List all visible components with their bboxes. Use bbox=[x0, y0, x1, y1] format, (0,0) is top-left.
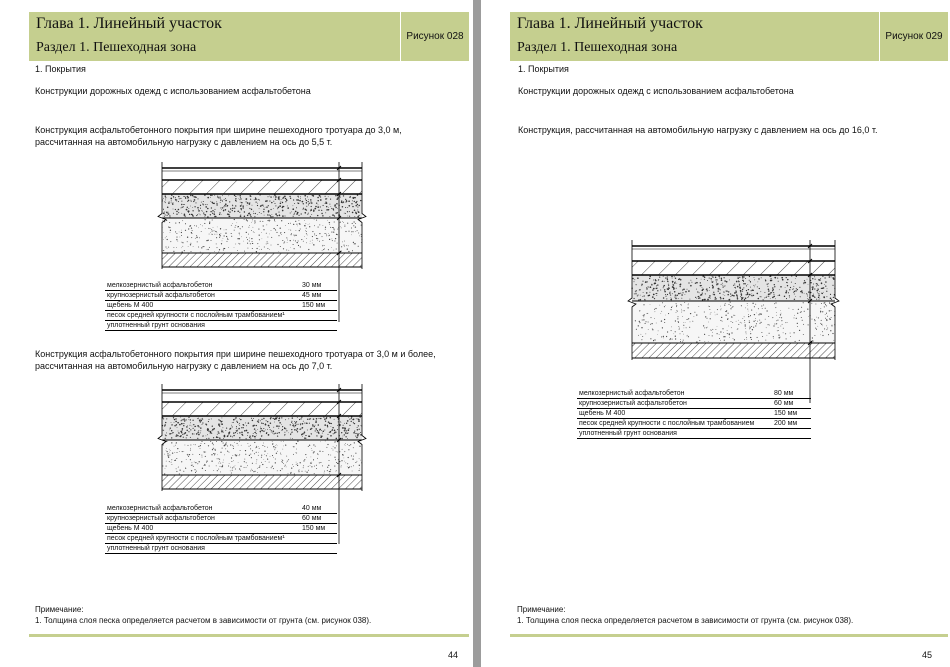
note-text: 1. Толщина слоя песка определяется расчетом в зависимости от грунта (см. рисунок 038). bbox=[35, 616, 372, 625]
legend-row bbox=[577, 399, 811, 409]
legend-layer-thickness: 200 мм bbox=[774, 420, 798, 427]
note-text: 1. Толщина слоя песка определяется расчетом в зависимости от грунта (см. рисунок 038). bbox=[517, 616, 854, 625]
legend-layer-thickness: 150 мм bbox=[302, 302, 326, 309]
page-44 bbox=[0, 0, 473, 667]
legend-row bbox=[105, 321, 337, 331]
layer-legend-2 bbox=[105, 504, 337, 554]
subsection-title: 1. Покрытия bbox=[518, 64, 569, 74]
legend-layer-name: мелкозернистый асфальтобетон bbox=[579, 390, 685, 397]
pavement-section-diagram-2 bbox=[155, 382, 370, 497]
sand-layer bbox=[632, 301, 835, 343]
legend-row bbox=[105, 301, 337, 311]
figure-label: Рисунок 029 bbox=[879, 12, 948, 61]
page-header bbox=[29, 12, 469, 61]
block2-line2: рассчитанная на автомобильную нагрузку с давлением на ось до 7,0 т. bbox=[35, 361, 333, 371]
fine-asphalt-layer bbox=[162, 168, 362, 180]
subgrade-layer bbox=[162, 253, 362, 267]
fine-asphalt-layer bbox=[162, 390, 362, 402]
note-title: Примечание: bbox=[517, 605, 566, 614]
legend-row bbox=[577, 389, 811, 399]
legend-layer-name: мелкозернистый асфальтобетон bbox=[107, 282, 213, 289]
layer-legend-3 bbox=[577, 389, 811, 439]
coarse-asphalt-layer bbox=[632, 261, 835, 275]
heading: Конструкции дорожных одежд с использованием асфальтобетона bbox=[518, 86, 794, 96]
legend-layer-name: песок средней крупности с послойным трамбованием¹ bbox=[107, 312, 285, 319]
subgrade-layer bbox=[162, 475, 362, 489]
coarse-asphalt-layer bbox=[162, 180, 362, 194]
footer-rule bbox=[29, 634, 469, 637]
section-title: Раздел 1. Пешеходная зона bbox=[36, 40, 197, 55]
legend-row bbox=[105, 311, 337, 321]
legend-layer-name: уплотненный грунт основания bbox=[579, 430, 677, 437]
legend-layer-name: песок средней крупности с послойным трамбованием¹ bbox=[107, 535, 285, 542]
legend-row bbox=[577, 429, 811, 439]
chapter-title: Глава 1. Линейный участок bbox=[36, 15, 222, 32]
heading: Конструкции дорожных одежд с использованием асфальтобетона bbox=[35, 86, 311, 96]
legend-layer-name: щебень М 400 bbox=[579, 410, 626, 417]
legend-layer-name: песок средней крупности с послойным трамбованием bbox=[579, 420, 755, 427]
legend-layer-thickness: 80 мм bbox=[774, 390, 794, 397]
legend-layer-name: щебень М 400 bbox=[107, 302, 154, 309]
crushed-stone-layer bbox=[632, 275, 835, 301]
layer-legend-1 bbox=[105, 281, 337, 331]
legend-row bbox=[577, 409, 811, 419]
page-header bbox=[510, 12, 948, 61]
legend-row bbox=[105, 291, 337, 301]
legend-layer-thickness: 60 мм bbox=[774, 400, 794, 407]
legend-row bbox=[105, 504, 337, 514]
block2-line1: Конструкция асфальтобетонного покрытия при ширине пешеходного тротуара от 3,0 м и более, bbox=[35, 349, 436, 359]
legend-layer-name: уплотненный грунт основания bbox=[107, 322, 205, 329]
page-number: 44 bbox=[448, 650, 459, 660]
legend-layer-name: мелкозернистый асфальтобетон bbox=[107, 505, 213, 512]
legend-layer-thickness: 150 мм bbox=[774, 410, 798, 417]
legend-row bbox=[577, 419, 811, 429]
legend-layer-name: крупнозернистый асфальтобетон bbox=[107, 515, 215, 522]
legend-layer-thickness: 45 мм bbox=[302, 292, 322, 299]
block1-line1: Конструкция, рассчитанная на автомобильную нагрузку с давлением на ось до 16,0 т. bbox=[518, 125, 878, 135]
fine-asphalt-layer bbox=[632, 246, 835, 261]
legend-row bbox=[105, 514, 337, 524]
legend-layer-thickness: 30 мм bbox=[302, 282, 322, 289]
legend-layer-thickness: 60 мм bbox=[302, 515, 322, 522]
pavement-section-diagram-3 bbox=[627, 238, 842, 396]
section-title: Раздел 1. Пешеходная зона bbox=[517, 40, 678, 55]
page-number: 45 bbox=[922, 650, 933, 660]
legend-layer-name: крупнозернистый асфальтобетон bbox=[579, 400, 687, 407]
block1-line1: Конструкция асфальтобетонного покрытия при ширине пешеходного тротуара до 3,0 м, bbox=[35, 125, 402, 135]
block1-line2: рассчитанная на автомобильную нагрузку с давлением на ось до 5,5 т. bbox=[35, 137, 333, 147]
legend-layer-thickness: 40 мм bbox=[302, 505, 322, 512]
subsection-title: 1. Покрытия bbox=[35, 64, 86, 74]
legend-layer-name: крупнозернистый асфальтобетон bbox=[107, 292, 215, 299]
legend-row bbox=[105, 534, 337, 544]
legend-layer-thickness: 150 мм bbox=[302, 525, 326, 532]
coarse-asphalt-layer bbox=[162, 402, 362, 416]
note-title: Примечание: bbox=[35, 605, 84, 614]
legend-layer-name: щебень М 400 bbox=[107, 525, 154, 532]
legend-row bbox=[105, 524, 337, 534]
pavement-section-diagram-1 bbox=[155, 160, 370, 275]
figure-label: Рисунок 028 bbox=[400, 12, 469, 61]
subgrade-layer bbox=[632, 343, 835, 358]
footer-rule bbox=[510, 634, 948, 637]
legend-row bbox=[105, 544, 337, 554]
chapter-title: Глава 1. Линейный участок bbox=[517, 15, 703, 32]
page-45 bbox=[481, 0, 950, 667]
legend-layer-name: уплотненный грунт основания bbox=[107, 545, 205, 552]
legend-row bbox=[105, 281, 337, 291]
sand-layer bbox=[162, 440, 362, 475]
